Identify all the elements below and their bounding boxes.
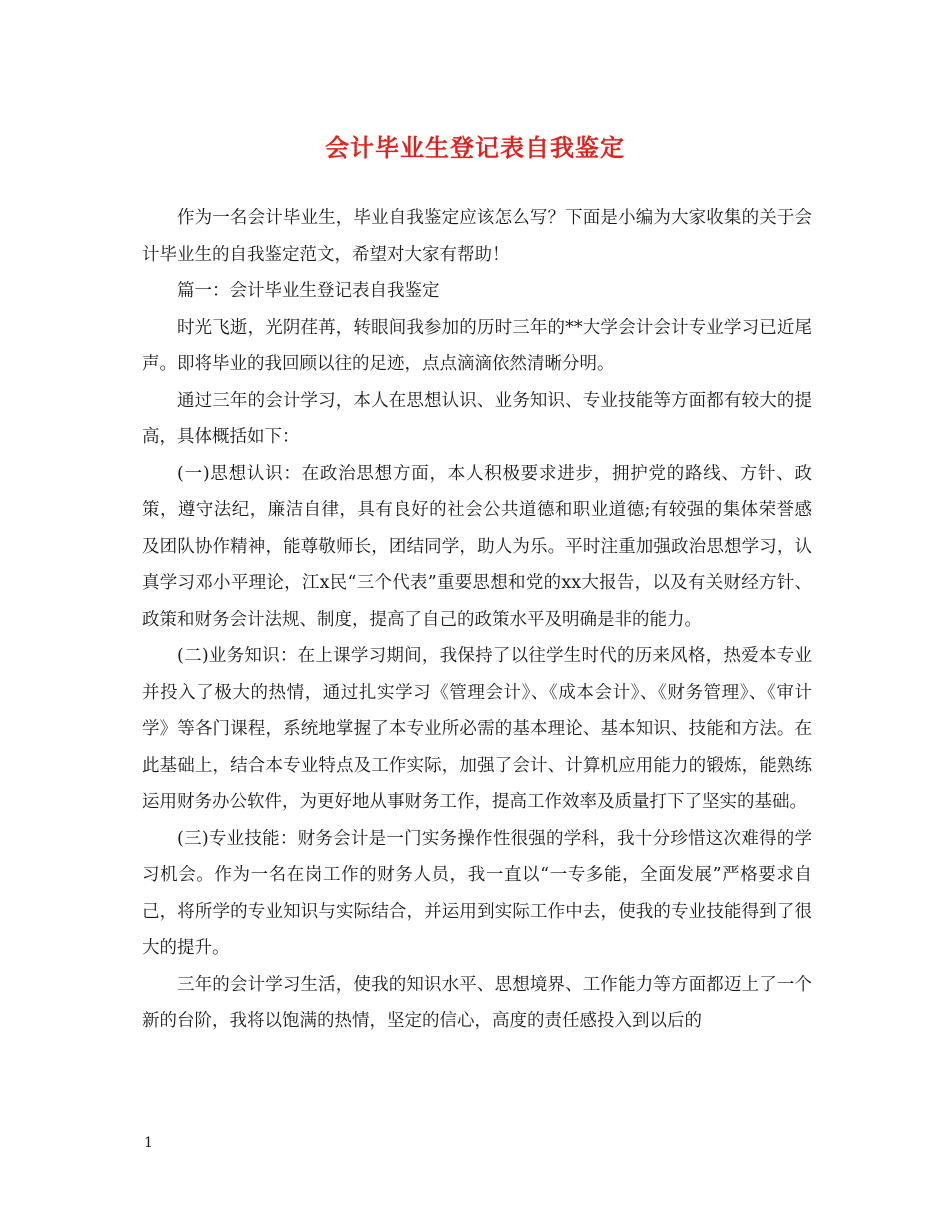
document-title: 会计毕业生登记表自我鉴定 — [325, 133, 625, 162]
paragraph-summary: 通过三年的会计学习，本人在思想认识、业务知识、专业技能等方面都有较大的提高，具体概括如下： — [142, 390, 812, 447]
document-body — [142, 200, 812, 1040]
paragraph-intro: 作为一名会计毕业生，毕业自我鉴定应该怎么写？下面是小编为大家收集的关于会计毕业生的自我鉴定范文，希望对大家有帮助！ — [142, 208, 812, 265]
paragraph-knowledge: (二)业务知识：在上课学习期间，我保持了以往学生时代的历来风格，热爱本专业并投入了极大的热情，通过扎实学习《管理会计》、《成本会计》、《财务管理》、《审计学》等各门课程，系统地掌握了本专业所必需的基本理论、基本知识、技能和方法。在此基础上，结合本专业特点及工作实际，加强了会计、计算机应用能力的锻炼，能熟练运用财务办公软件，为更好地从事财务工作，提高工作效率及质量打下了坚实的基础。 — [142, 646, 812, 812]
page-number: 1 — [144, 1135, 153, 1151]
paragraph-section-heading: 篇一：会计毕业生登记表自我鉴定 — [177, 281, 440, 301]
paragraph-skills: (三)专业技能：财务会计是一门实务操作性很强的学科，我十分珍惜这次难得的学习机会。作为一名在岗工作的财务人员，我一直以“一专多能，全面发展”严格要求自己，将所学的专业知识与实际结合，并运用到实际工作中去，使我的专业技能得到了很大的提升。 — [142, 828, 812, 958]
paragraph-ideology: (一)思想认识：在政治思想方面，本人积极要求进步，拥护党的路线、方针、政策，遵守法纪，廉洁自律，具有良好的社会公共道德和职业道德;有较强的集体荣誉感及团队协作精神，能尊敬师长，团结同学，助人为乐。平时注重加强政治思想学习，认真学习邓小平理论，江x民“三个代表”重要思想和党的xx大报告，以及有关财经方针、政策和财务会计法规、制度，提高了自己的政策水平及明确是非的能力。 — [142, 463, 812, 630]
paragraph-opening: 时光飞逝，光阴荏苒，转眼间我参加的历时三年的**大学会计会计专业学习已近尾声。即将毕业的我回顾以往的足迹，点点滴滴依然清晰分明。 — [142, 317, 812, 374]
paragraph-conclusion: 三年的会计学习生活，使我的知识水平、思想境界、工作能力等方面都迈上了一个新的台阶，我将以饱满的热情，坚定的信心，高度的责任感投入到以后的 — [142, 974, 812, 1031]
